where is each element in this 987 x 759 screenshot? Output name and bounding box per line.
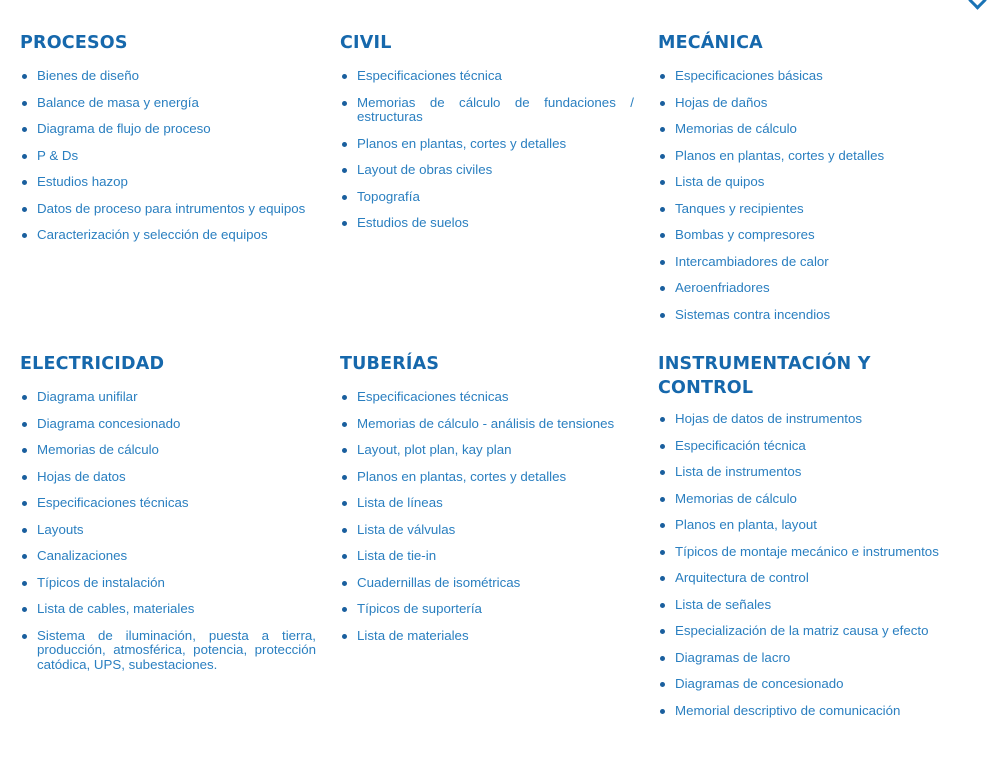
bullet-icon	[22, 501, 27, 506]
list-item-label: Diagrama de flujo de proceso	[37, 121, 211, 136]
bullet-icon	[660, 470, 665, 475]
list-item	[20, 629, 316, 673]
list-item	[340, 417, 636, 432]
list-item-label: Canalizaciones	[37, 548, 128, 563]
list-item-label: Balance de masa y energía	[37, 94, 199, 110]
section-title: INSTRUMENTACIÓN Y CONTROL	[658, 354, 871, 398]
bullet-icon	[22, 127, 27, 132]
bullet-icon	[660, 313, 665, 318]
item-list	[658, 69, 958, 322]
bullet-icon	[342, 74, 347, 79]
list-item	[658, 598, 958, 613]
section-title: TUBERÍAS	[340, 354, 440, 374]
list-item-label: Cuadernillas de isométricas	[357, 574, 521, 590]
list-item-label: Especificaciones técnicas	[37, 495, 189, 510]
list-item	[20, 122, 316, 137]
list-item	[20, 69, 316, 84]
bullet-icon	[22, 395, 27, 400]
list-item	[658, 492, 958, 507]
list-item-label: Topografía	[357, 188, 420, 204]
section-tuberias	[340, 352, 636, 655]
bullet-icon	[342, 221, 347, 226]
list-item	[658, 69, 958, 84]
bullet-icon	[22, 554, 27, 559]
bullet-icon	[660, 444, 665, 449]
list-item	[340, 602, 636, 617]
list-item-label: Diagramas de lacro	[675, 649, 791, 665]
bullet-icon	[342, 195, 347, 200]
list-item	[20, 417, 316, 432]
list-item-label: Layout, plot plan, kay plan	[357, 442, 512, 457]
list-item	[658, 96, 958, 111]
list-item	[340, 190, 634, 205]
list-item	[20, 390, 316, 405]
list-item-label: Lista de quipos	[675, 174, 765, 189]
bullet-icon	[660, 523, 665, 528]
bullet-icon	[342, 554, 347, 559]
list-item-label: Layout de obras civiles	[357, 162, 493, 177]
list-item-label: Diagrama concesionado	[37, 415, 181, 431]
list-item-label: Sistemas contra incendios	[675, 306, 831, 322]
bullet-icon	[660, 682, 665, 687]
list-item-label: Especificaciones técnicas	[357, 389, 509, 404]
bullet-icon	[22, 448, 27, 453]
list-item	[20, 576, 316, 591]
list-item-label: Layouts	[37, 521, 84, 537]
list-item	[658, 202, 958, 217]
list-item-label: Caracterización y selección de equipos	[37, 227, 268, 242]
bullet-icon	[660, 127, 665, 132]
item-list	[20, 390, 316, 672]
list-item-label: Hojas de datos	[37, 468, 126, 484]
list-item-label: Lista de cables, materiales	[37, 601, 195, 616]
list-item-label: Memorias de cálculo - análisis de tensiones	[357, 415, 615, 431]
section-procesos	[20, 31, 316, 255]
list-item-label: Planos en plantas, cortes y detalles	[357, 468, 567, 484]
list-item-label: Aeroenfriadores	[675, 280, 770, 295]
list-item	[20, 443, 316, 458]
section-title: ELECTRICIDAD	[20, 354, 165, 374]
section-title: CIVIL	[340, 33, 392, 53]
list-item	[658, 175, 958, 190]
chevron-down-icon	[968, 0, 986, 10]
bullet-icon	[342, 101, 347, 106]
list-item	[20, 602, 316, 617]
list-item-label: Lista de tie-in	[357, 548, 437, 563]
bullet-icon	[342, 422, 347, 427]
list-item-label: Memorias de cálculo	[675, 121, 797, 136]
list-item	[658, 624, 958, 639]
section-title: PROCESOS	[20, 33, 128, 53]
list-item	[340, 523, 636, 538]
bullet-icon	[22, 422, 27, 427]
bullet-icon	[342, 634, 347, 639]
section-instrumentacion-control	[658, 352, 958, 730]
list-item-label: Lista de materiales	[357, 627, 469, 643]
list-item	[340, 137, 634, 152]
bullet-icon	[660, 656, 665, 661]
list-item	[658, 571, 958, 586]
bullet-icon	[342, 607, 347, 612]
list-item	[340, 549, 636, 564]
list-item	[658, 439, 958, 454]
list-item-label: Especificación técnica	[675, 437, 806, 453]
item-list	[340, 69, 634, 231]
list-item-label: Planos en plantas, cortes y detalles	[357, 135, 567, 151]
list-item-label: Especificaciones básicas	[675, 68, 823, 83]
list-item	[340, 496, 636, 511]
list-item	[658, 255, 958, 270]
list-item	[658, 308, 958, 323]
list-item	[658, 149, 958, 164]
bullet-icon	[660, 576, 665, 581]
list-item	[340, 96, 634, 125]
bullet-icon	[342, 528, 347, 533]
bullet-icon	[22, 475, 27, 480]
list-item-label: Estudios hazop	[37, 174, 128, 189]
bullet-icon	[342, 501, 347, 506]
bullet-icon	[22, 528, 27, 533]
list-item-label: Memorias de cálculo	[675, 490, 797, 506]
bullet-icon	[342, 142, 347, 147]
bullet-icon	[660, 709, 665, 714]
list-item	[20, 470, 316, 485]
list-item	[20, 149, 316, 164]
list-item-label: Lista de instrumentos	[675, 464, 802, 479]
list-item-label: Típicos de instalación	[37, 574, 165, 590]
bullet-icon	[342, 581, 347, 586]
list-item-label: Especialización de la matriz causa y efecto	[675, 623, 929, 638]
list-item-label: Memorial descriptivo de comunicación	[675, 702, 901, 718]
bullet-icon	[660, 233, 665, 238]
bullet-icon	[342, 475, 347, 480]
list-item	[340, 69, 634, 84]
bullet-icon	[660, 101, 665, 106]
bullet-icon	[660, 629, 665, 634]
bullet-icon	[660, 207, 665, 212]
bullet-icon	[22, 581, 27, 586]
bullet-icon	[22, 74, 27, 79]
list-item-label: Memorias de cálculo	[37, 442, 159, 457]
bullet-icon	[342, 448, 347, 453]
list-item	[658, 677, 958, 692]
list-item	[20, 202, 316, 217]
list-item	[340, 470, 636, 485]
list-item	[658, 651, 958, 666]
bullet-icon	[22, 101, 27, 106]
bullet-icon	[660, 154, 665, 159]
bullet-icon	[22, 634, 27, 639]
item-list	[340, 390, 636, 643]
bullet-icon	[22, 607, 27, 612]
list-item	[658, 412, 958, 427]
bullet-icon	[22, 207, 27, 212]
list-item	[340, 443, 636, 458]
list-item	[20, 496, 316, 511]
list-item-label: Típicos de suportería	[357, 601, 482, 616]
list-item-label: Planos en planta, layout	[675, 517, 817, 532]
list-item-label: P & Ds	[37, 147, 79, 163]
list-item-label: Típicos de montaje mecánico e instrumentos	[675, 543, 939, 559]
list-item-label: Sistema de iluminación, puesta a tierra, producción, atmosférica, potencia, protección catódica, UPS, subestaciones.	[37, 627, 316, 672]
bullet-icon	[660, 74, 665, 79]
bullet-icon	[660, 497, 665, 502]
list-item-label: Lista de válvulas	[357, 521, 456, 537]
list-item	[20, 523, 316, 538]
bullet-icon	[660, 286, 665, 291]
list-item-label: Hojas de datos de instrumentos	[675, 411, 863, 426]
bullet-icon	[660, 603, 665, 608]
list-item	[340, 576, 636, 591]
list-item-label: Lista de líneas	[357, 495, 443, 510]
bullet-icon	[22, 233, 27, 238]
list-item	[20, 549, 316, 564]
bullet-icon	[22, 180, 27, 185]
list-item-label: Especificaciones técnica	[357, 68, 502, 83]
list-item	[340, 390, 636, 405]
section-civil	[340, 31, 634, 243]
list-item	[658, 704, 958, 719]
list-item-label: Diagramas de concesionado	[675, 676, 844, 691]
list-item	[658, 518, 958, 533]
list-item	[658, 545, 958, 560]
list-item	[658, 122, 958, 137]
section-electricidad	[20, 352, 316, 684]
bullet-icon	[342, 395, 347, 400]
list-item-label: Tanques y recipientes	[675, 200, 804, 216]
list-item	[20, 175, 316, 190]
list-item-label: Estudios de suelos	[357, 215, 469, 230]
list-item	[20, 228, 316, 243]
list-item	[658, 465, 958, 480]
list-item-label: Datos de proceso para intrumentos y equipos	[37, 200, 306, 216]
bullet-icon	[342, 168, 347, 173]
list-item-label: Bienes de diseño	[37, 68, 140, 83]
list-item-label: Memorias de cálculo de fundaciones / estructuras	[357, 94, 634, 124]
list-item	[658, 281, 958, 296]
section-title: MECÁNICA	[658, 33, 763, 53]
section-mecanica	[658, 31, 958, 334]
bullet-icon	[660, 417, 665, 422]
bullet-icon	[22, 154, 27, 159]
item-list	[658, 412, 958, 718]
bullet-icon	[660, 260, 665, 265]
list-item	[340, 629, 636, 644]
list-item	[658, 228, 958, 243]
list-item	[340, 216, 634, 231]
item-list	[20, 69, 316, 243]
list-item-label: Intercambiadores de calor	[675, 253, 829, 269]
list-item-label: Diagrama unifilar	[37, 389, 138, 404]
list-item-label: Planos en plantas, cortes y detalles	[675, 147, 885, 163]
list-item-label: Bombas y compresores	[675, 227, 815, 242]
list-item	[340, 163, 634, 178]
bullet-icon	[660, 180, 665, 185]
list-item-label: Arquitectura de control	[675, 570, 809, 585]
list-item-label: Hojas de daños	[675, 94, 768, 110]
bullet-icon	[660, 550, 665, 555]
list-item	[20, 96, 316, 111]
list-item-label: Lista de señales	[675, 596, 772, 612]
